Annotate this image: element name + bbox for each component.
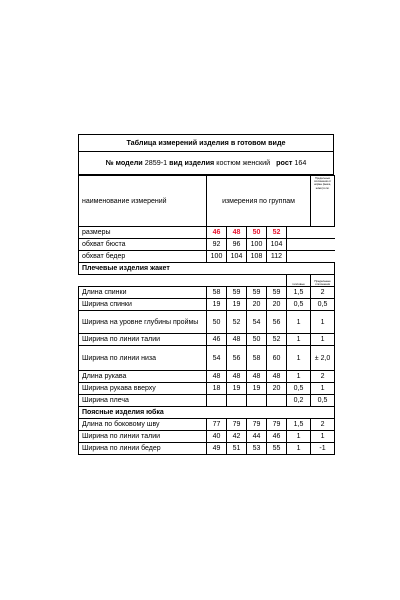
- row-name: Ширина на уровне глубины проймы: [79, 311, 207, 334]
- value-cell: 48: [207, 371, 227, 383]
- value-cell: 56: [267, 311, 287, 334]
- row-name: обхват бедер: [79, 251, 207, 263]
- tolerance-cell: 1: [311, 383, 335, 395]
- value-cell: [207, 395, 227, 407]
- subheader-label: тепловые: [287, 275, 311, 287]
- subheader-row: [79, 275, 335, 287]
- value-cell: 52: [267, 334, 287, 346]
- value-cell: 20: [247, 299, 267, 311]
- measures-column-header: измерения по группам: [207, 176, 311, 227]
- sheet-title: Таблица измерений изделия в готовом виде: [79, 135, 333, 152]
- empty-cell: [311, 251, 335, 263]
- value-cell: 20: [267, 383, 287, 395]
- value-cell: [227, 395, 247, 407]
- value-cell: 53: [247, 443, 267, 455]
- tolerance-cell: 1: [287, 311, 311, 334]
- value-cell: 42: [227, 431, 247, 443]
- tolerance-cell: 0,2: [287, 395, 311, 407]
- tolerance-cell: 0,5: [287, 299, 311, 311]
- value-cell: 20: [267, 299, 287, 311]
- table-row: [79, 346, 335, 371]
- tolerance-cell: 2: [311, 419, 335, 431]
- size-cell: 50: [247, 227, 267, 239]
- value-cell: 77: [207, 419, 227, 431]
- value-cell: 54: [207, 346, 227, 371]
- section-row-skirt: [79, 407, 335, 419]
- value-cell: 79: [267, 419, 287, 431]
- tolerance-cell: 1: [311, 311, 335, 334]
- value-cell: 92: [207, 239, 227, 251]
- value-cell: 48: [247, 371, 267, 383]
- tolerance-cell: 1: [287, 431, 311, 443]
- table-row: [79, 239, 335, 251]
- table-row: [79, 334, 335, 346]
- value-cell: 108: [247, 251, 267, 263]
- value-cell: 48: [227, 334, 247, 346]
- value-cell: [247, 395, 267, 407]
- value-cell: 19: [207, 299, 227, 311]
- tolerance-cell: 0,5: [287, 383, 311, 395]
- value-cell: 60: [267, 346, 287, 371]
- empty-cell: [287, 227, 311, 239]
- empty-cell: [287, 251, 311, 263]
- tolerance-cell: 1: [311, 431, 335, 443]
- value-cell: 19: [227, 299, 247, 311]
- value-cell: 56: [227, 346, 247, 371]
- value-cell: 48: [267, 371, 287, 383]
- table-row: [79, 383, 335, 395]
- tolerance-column-header: Предельные отклонения от нормы (выше, ниже) в см.: [311, 176, 335, 227]
- value-cell: 50: [207, 311, 227, 334]
- value-cell: 50: [247, 334, 267, 346]
- value-cell: 46: [267, 431, 287, 443]
- value-cell: 18: [207, 383, 227, 395]
- model-value: 2859-1: [144, 158, 168, 167]
- tolerance-cell: -1: [311, 443, 335, 455]
- value-cell: 54: [247, 311, 267, 334]
- size-cell: 46: [207, 227, 227, 239]
- tolerance-cell: 0,5: [311, 395, 335, 407]
- row-name: обхват бюста: [79, 239, 207, 251]
- table-row: [79, 431, 335, 443]
- value-cell: 19: [247, 383, 267, 395]
- value-cell: 112: [267, 251, 287, 263]
- row-name: Ширина по линии низа: [79, 346, 207, 371]
- table-row: [79, 287, 335, 299]
- tolerance-cell: 2: [311, 287, 335, 299]
- tolerance-cell: 1: [287, 334, 311, 346]
- value-cell: 48: [227, 371, 247, 383]
- tolerance-cell: 1: [287, 443, 311, 455]
- height-value: 164: [294, 158, 307, 167]
- table-row: [79, 443, 335, 455]
- value-cell: 51: [227, 443, 247, 455]
- row-name: Ширина плеча: [79, 395, 207, 407]
- tolerance-cell: 1,5: [287, 419, 311, 431]
- item-value: костюм женский: [216, 158, 271, 167]
- header-row: [79, 176, 335, 227]
- value-cell: 49: [207, 443, 227, 455]
- empty-cell: [287, 239, 311, 251]
- tolerance-cell: 0,5: [311, 299, 335, 311]
- value-cell: 79: [247, 419, 267, 431]
- value-cell: 100: [247, 239, 267, 251]
- size-cell: 48: [227, 227, 247, 239]
- table-row: [79, 251, 335, 263]
- value-cell: 79: [227, 419, 247, 431]
- value-cell: 59: [247, 287, 267, 299]
- row-name: Ширина по линии талии: [79, 431, 207, 443]
- row-name: Длина по боковому шву: [79, 419, 207, 431]
- row-name: Длина рукава: [79, 371, 207, 383]
- section-title: Плечевые изделия жакет: [79, 263, 335, 275]
- value-cell: 100: [207, 251, 227, 263]
- row-name: Ширина по линии талии: [79, 334, 207, 346]
- value-cell: 58: [207, 287, 227, 299]
- value-cell: 40: [207, 431, 227, 443]
- value-cell: [267, 395, 287, 407]
- tolerance-cell: 1: [287, 371, 311, 383]
- name-column-header: наименование измерений: [79, 176, 207, 227]
- tolerance-cell: 2: [311, 371, 335, 383]
- table-row: [79, 311, 335, 334]
- model-label: № модели: [105, 158, 143, 167]
- table-row: [79, 419, 335, 431]
- tolerance-cell: 1,5: [287, 287, 311, 299]
- row-name: Длина спинки: [79, 287, 207, 299]
- table-row: [79, 299, 335, 311]
- value-cell: 55: [267, 443, 287, 455]
- value-cell: 46: [207, 334, 227, 346]
- measurement-sheet: [78, 134, 334, 455]
- section-row-jacket: [79, 263, 335, 275]
- sizes-row: [79, 227, 335, 239]
- row-name: Ширина спинки: [79, 299, 207, 311]
- sheet-header: [78, 134, 334, 175]
- value-cell: 96: [227, 239, 247, 251]
- tolerance-cell: ± 2,0: [311, 346, 335, 371]
- value-cell: 44: [247, 431, 267, 443]
- value-cell: 58: [247, 346, 267, 371]
- model-line: [79, 152, 333, 174]
- height-label: рост: [276, 158, 293, 167]
- value-cell: 52: [227, 311, 247, 334]
- value-cell: 104: [267, 239, 287, 251]
- table-row: [79, 395, 335, 407]
- row-name: Ширина рукава вверху: [79, 383, 207, 395]
- item-label: вид изделия: [169, 158, 215, 167]
- value-cell: 19: [227, 383, 247, 395]
- empty-cell: [79, 275, 287, 287]
- measurement-table: [78, 175, 335, 455]
- row-name: Ширина по линии бедер: [79, 443, 207, 455]
- size-cell: 52: [267, 227, 287, 239]
- value-cell: 59: [267, 287, 287, 299]
- sizes-label: размеры: [79, 227, 207, 239]
- value-cell: 59: [227, 287, 247, 299]
- section-title: Поясные изделия юбка: [79, 407, 335, 419]
- empty-cell: [311, 227, 335, 239]
- tolerance-cell: 1: [287, 346, 311, 371]
- table-row: [79, 371, 335, 383]
- value-cell: 104: [227, 251, 247, 263]
- subheader-label: Предельные отклонения: [311, 275, 335, 287]
- empty-cell: [311, 239, 335, 251]
- tolerance-cell: 1: [311, 334, 335, 346]
